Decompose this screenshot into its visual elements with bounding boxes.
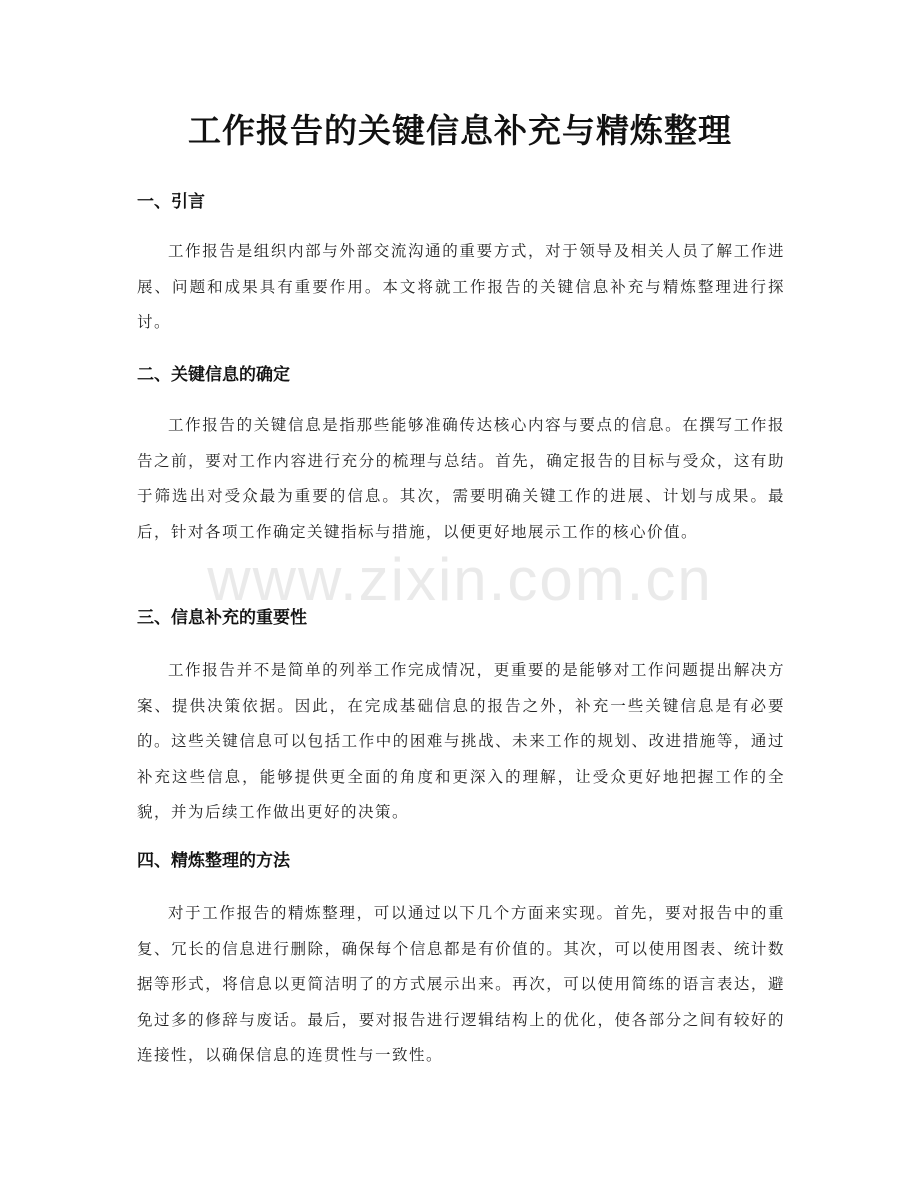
section-heading-refinement: 四、精炼整理的方法 (137, 851, 290, 871)
section-paragraph-key-info: 工作报告的关键信息是指那些能够准确传达核心内容与要点的信息。在撰写工作报告之前，要对工作内容进行充分的梳理与总结。首先，确定报告的目标与受众，这有助于筛选出对受众最为重要的信息。其次，需要明确关键工作的进展、计划与成果。最后，针对各项工作确定关键指标与措施，以便更好地展示工作的核心价值。 (137, 416, 785, 541)
section-heading-supplement: 三、信息补充的重要性 (137, 608, 307, 628)
document-title: 工作报告的关键信息补充与精炼整理 (188, 111, 732, 150)
section-heading-introduction: 一、引言 (137, 192, 205, 212)
section-paragraph-supplement: 工作报告并不是简单的列举工作完成情况，更重要的是能够对工作问题提出解决方案、提供决策依据。因此，在完成基础信息的报告之外，补充一些关键信息是有必要的。这些关键信息可以包括工作中的困难与挑战、未来工作的规划、改进措施等，通过补充这些信息，能够提供更全面的角度和更深入的理解，让受众更好地把握工作的全貌，并为后续工作做出更好的决策。 (137, 661, 785, 821)
watermark-text: www.zixin.com.cn (207, 546, 713, 613)
section-heading-key-info: 二、关键信息的确定 (137, 365, 290, 385)
section-paragraph-introduction: 工作报告是组织内部与外部交流沟通的重要方式，对于领导及相关人员了解工作进展、问题和成果具有重要作用。本文将就工作报告的关键信息补充与精炼整理进行探讨。 (137, 242, 785, 331)
section-paragraph-refinement: 对于工作报告的精炼整理，可以通过以下几个方面来实现。首先，要对报告中的重复、冗长的信息进行删除，确保每个信息都是有价值的。其次，可以使用图表、统计数据等形式，将信息以更简洁明了的方式展示出来。再次，可以使用简练的语言表达，避免过多的修辞与废话。最后，要对报告进行逻辑结构上的优化，使各部分之间有较好的连接性，以确保信息的连贯性与一致性。 (137, 904, 785, 1064)
